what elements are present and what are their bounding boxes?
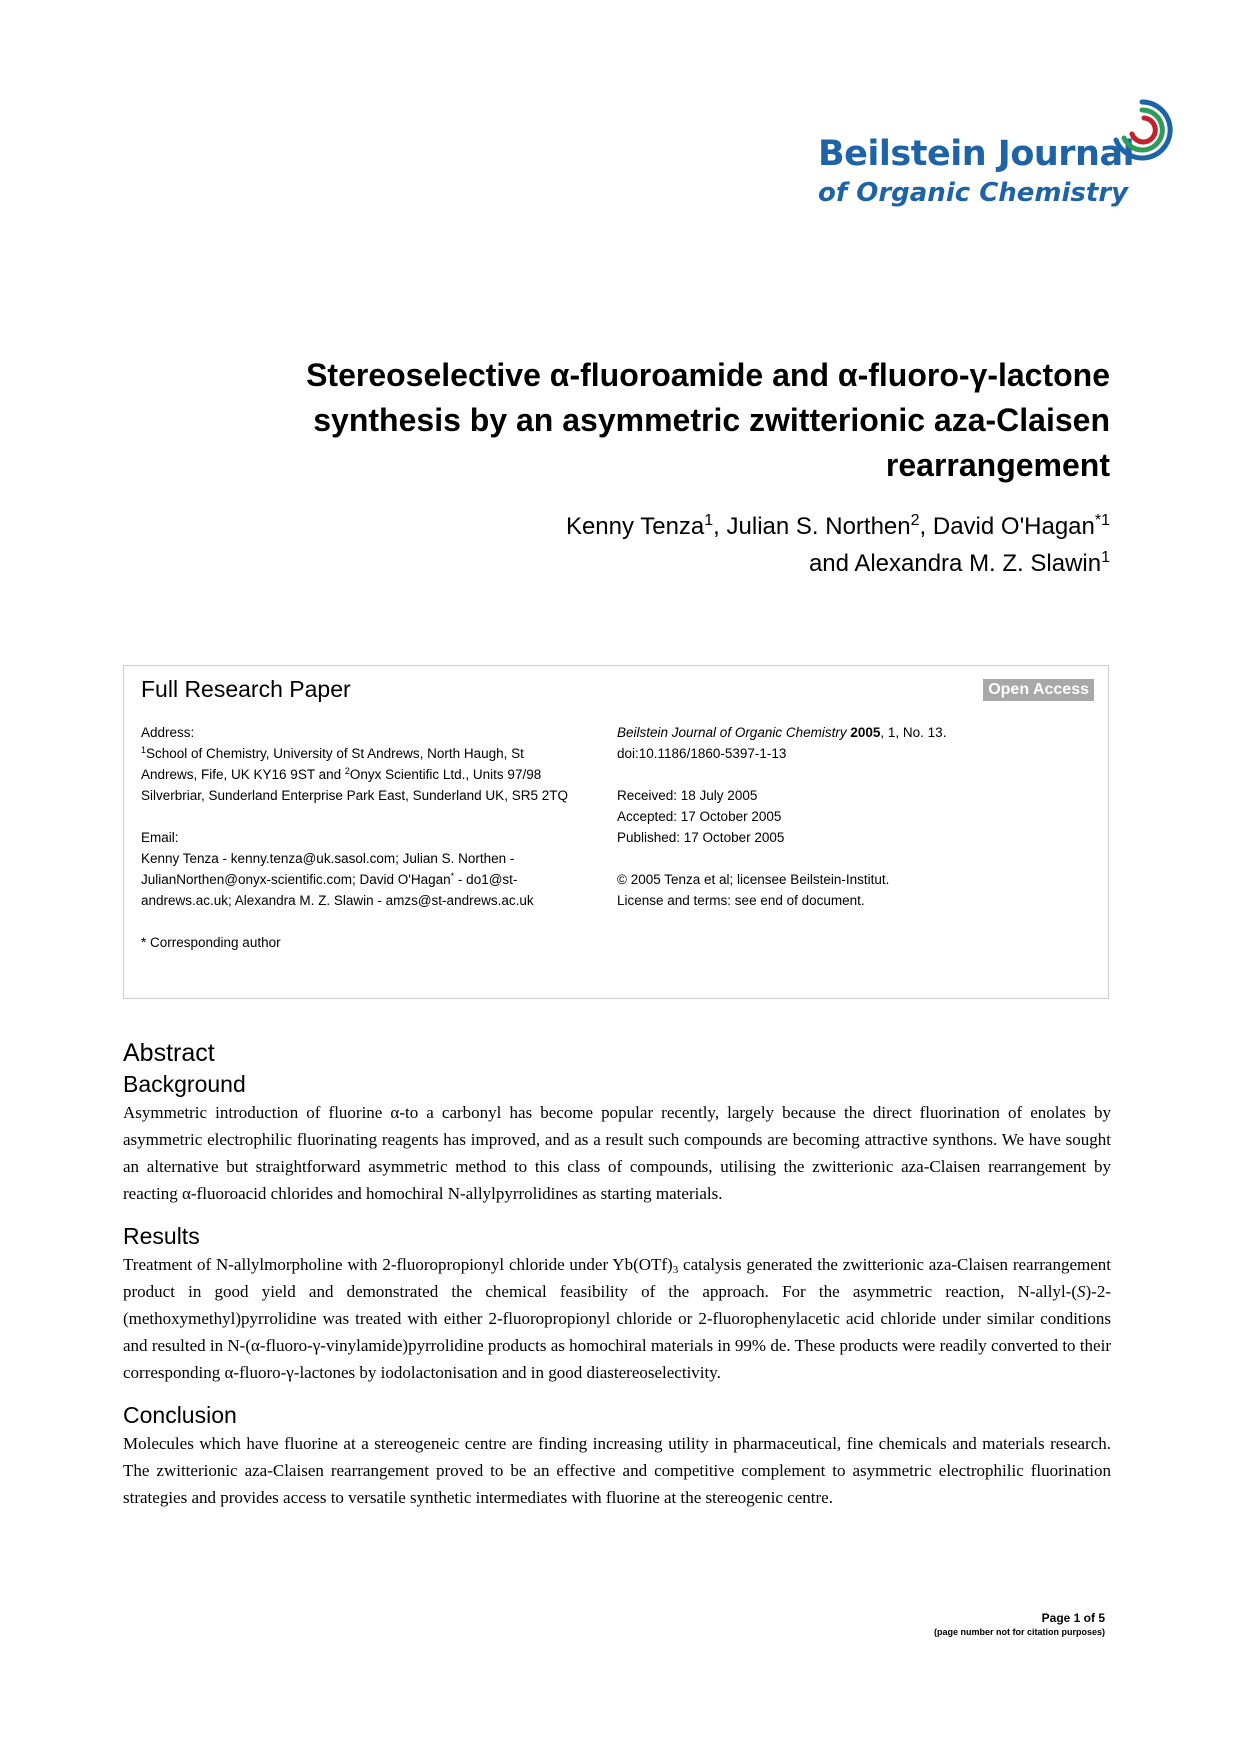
results-text — [123, 1251, 1111, 1386]
journal-name: Beilstein Journal — [818, 134, 1135, 174]
citation-volume: , 1, No. 13. — [880, 725, 947, 740]
affiliation-text: School of Chemistry, University of St Andrews, North Haugh, St Andrews, Fife, UK KY16 9ST and — [141, 746, 524, 782]
author-name: Alexandra M. Z. Slawin — [854, 550, 1102, 577]
corresponding-mark: * — [450, 871, 455, 881]
background-heading: Background — [123, 1071, 246, 1097]
citation — [617, 722, 1087, 743]
results-subscript: 3 — [672, 1264, 679, 1276]
author-list: Kenny Tenza$^1$, Julian S. Northen$^2$, David O'Hagan$^{*1}$ and Alexandra M. Z. Slawin$^1$ — [565, 512, 1110, 577]
background-text: Asymmetric introduction of fluorine α-to a carbonyl has become popular recently, largely because the direct fluorination of enolates by asymmetric electrophilic fluorinating reagents has improved, and as a result such compounds are becoming attractive synthons. We have sought an alternative but straightforward asymmetric method to this class of compounds, utilising the zwitterionic aza-Claisen rearrangement by reacting α-fluoroacid chlorides and homochiral N-allylpyrrolidines as starting materials. — [123, 1103, 1111, 1203]
copyright: © 2005 Tenza et al; licensee Beilstein-Institut. — [617, 872, 890, 887]
author-name: David O'Hagan — [932, 513, 1095, 540]
received-date: Received: 18 July 2005 — [617, 788, 758, 803]
author-name: Kenny Tenza — [565, 513, 705, 540]
journal-subtitle: of Organic Chemistry — [818, 178, 1129, 208]
results-part: Treatment of N-allylmorpholine with 2-fluoropropionyl chloride under Yb(OTf) — [123, 1255, 673, 1274]
results-part: )-2-(methoxymethyl)pyrrolidine was treated with either 2-fluoropropionyl chloride or 2-fluorophenylacetic acid chloride under similar conditions and resulted in N-(α-fluoro-γ-vinylamide)pyrrolidine products as homochiral materials in 99% de. These products were readily converted to their corresponding α-fluoro-γ-lactones by iodolactonisation and in good diastereoselectivity. — [123, 1282, 1111, 1382]
page-number-note: (page number not for citation purposes) — [933, 1627, 1105, 1637]
open-access-badge: Open Access — [983, 679, 1094, 701]
affiliation-text: Onyx Scientific Ltd., Units 97/98 Silverbriar, Sunderland Enterprise Park East, Sunderland UK, SR5 2TQ — [141, 767, 568, 803]
author-affiliation: 1 — [1101, 549, 1110, 566]
conclusion-text: Molecules which have fluorine at a stereogeneic centre are finding increasing utility in pharmaceutical, fine chemicals and materials research. The zwitterionic aza-Claisen rearrangement proved to be an effective and competitive complement to asymmetric electrophilic fluorination strategies and provides access to versatile synthetic intermediates with fluorine at the stereogenic centre. — [123, 1434, 1111, 1507]
conclusion-heading: Conclusion — [123, 1402, 237, 1428]
published-date: Published: 17 October 2005 — [617, 830, 785, 845]
results-italic: S — [1077, 1282, 1086, 1301]
doi: doi:10.1186/1860-5397-1-13 — [617, 746, 787, 761]
results-heading: Results — [123, 1223, 200, 1249]
author-name: Julian S. Northen — [726, 513, 911, 540]
accepted-date: Accepted: 17 October 2005 — [617, 809, 782, 824]
paper-title: Stereoselective α-fluoroamide and α-fluoro-γ-lactone synthesis by an asymmetric zwitterionic aza-Claisen rearrangement — [306, 357, 1110, 483]
abstract-section — [123, 1037, 1111, 1511]
email-text — [141, 848, 581, 911]
address-email-column — [141, 722, 581, 953]
affiliation-number: 1 — [141, 745, 147, 755]
citation-column — [617, 722, 1087, 911]
results-part: catalysis generated the zwitterionic aza-Claisen rearrangement product in good yield and demonstrated the chemical feasibility of the approach. For the asymmetric reaction, N-allyl-( — [123, 1255, 1111, 1301]
author-affiliation: *1 — [1094, 512, 1110, 529]
journal-logo — [818, 98, 1178, 218]
citation-year: 2005 — [850, 725, 881, 740]
author-affiliation: 2 — [910, 512, 920, 529]
address-text — [141, 743, 581, 806]
page-footer — [934, 1610, 1105, 1638]
abstract-heading: Abstract — [123, 1039, 215, 1067]
author-affiliation: 1 — [704, 512, 714, 529]
email-part: Kenny Tenza - kenny.tenza@uk.sasol.com; Julian S. Northen - JulianNorthen@onyx-scientific.com; David O'Hagan — [141, 851, 515, 887]
email-label: Email: — [141, 830, 179, 845]
journal-swirl-icon — [1110, 98, 1174, 162]
license: License and terms: see end of document. — [617, 893, 865, 908]
article-info-box — [123, 665, 1109, 999]
corresponding-author-note: * Corresponding author — [141, 935, 281, 950]
citation-journal: Beilstein Journal of Organic Chemistry — [617, 725, 847, 740]
article-type: Full Research Paper — [141, 676, 351, 702]
page-number: Page 1 of 5 — [1041, 1611, 1105, 1625]
email-part: - do1@st-andrews.ac.uk; Alexandra M. Z. Slawin - amzs@st-andrews.ac.uk — [141, 872, 534, 908]
address-label: Address: — [141, 725, 195, 740]
affiliation-number: 2 — [344, 766, 350, 776]
